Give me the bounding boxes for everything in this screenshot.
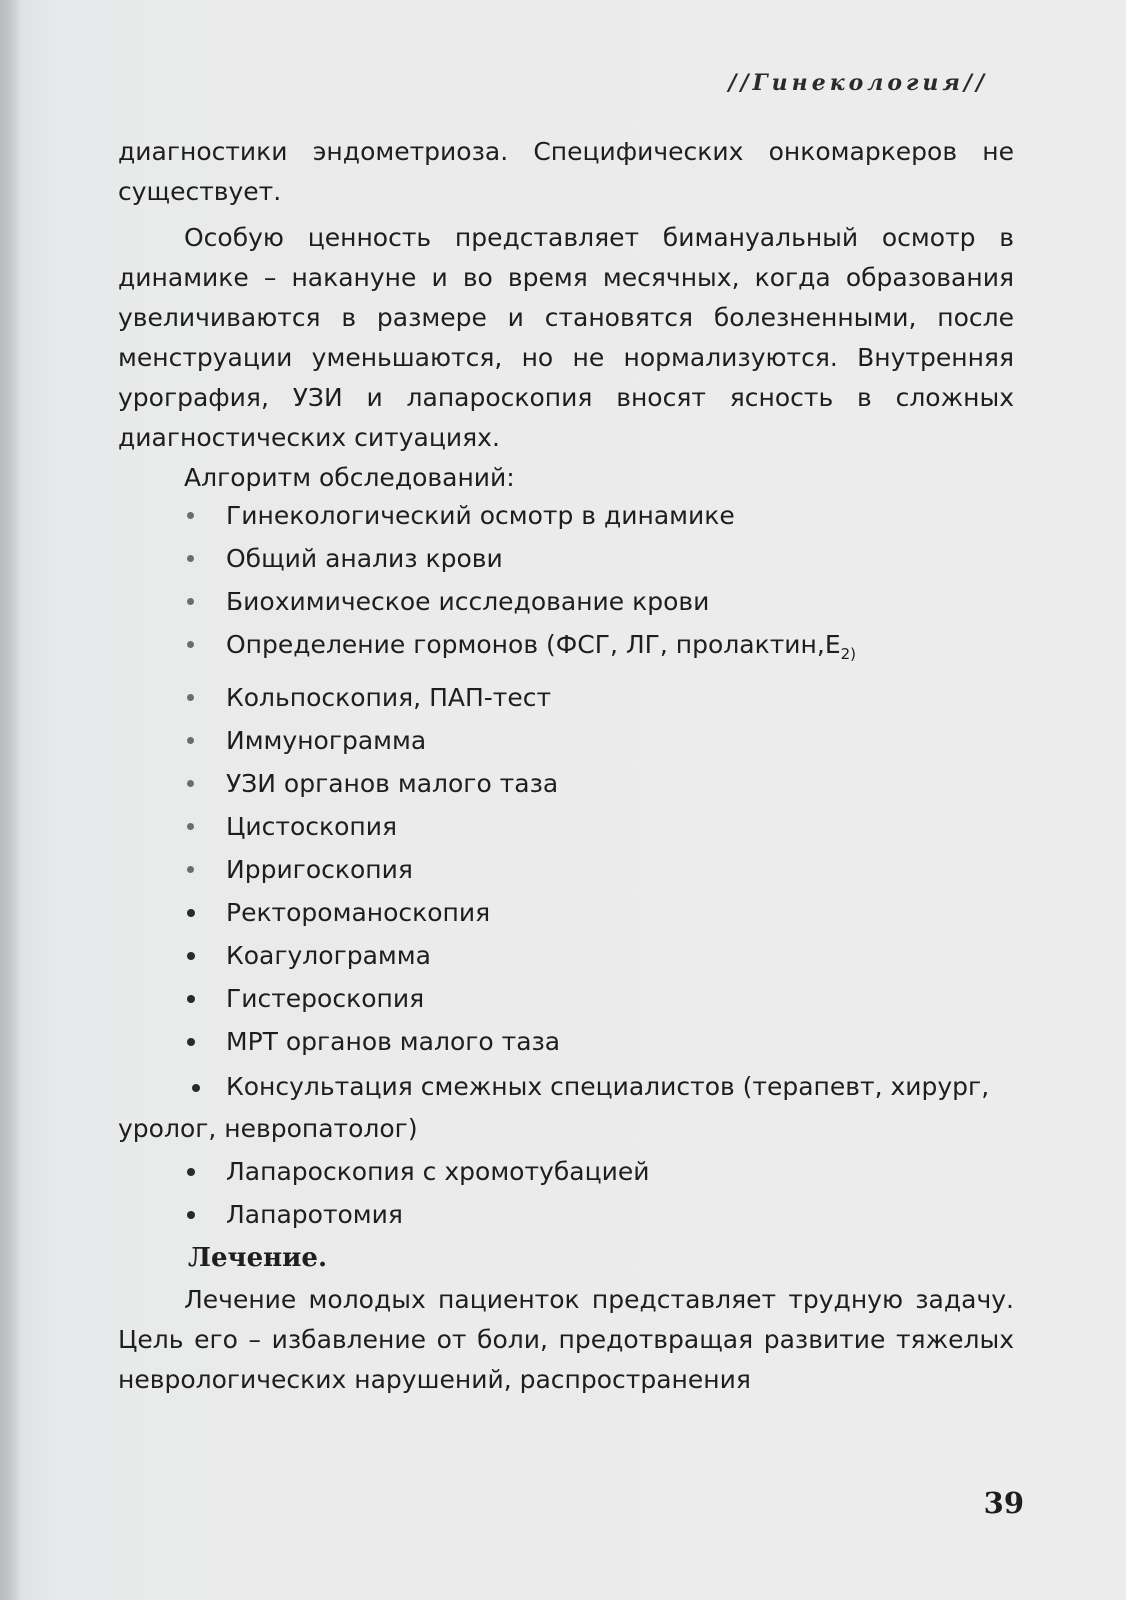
list-item: Общий анализ крови <box>186 537 856 580</box>
bullet-icon <box>187 598 194 605</box>
hormone-subscript: 2) <box>840 645 857 663</box>
bullet-icon <box>187 641 194 648</box>
algorithm-intro: Алгоритм обследований: <box>184 463 515 492</box>
list-item: Цистоскопия <box>186 805 856 848</box>
bullet-icon <box>187 512 194 519</box>
paragraph-1: диагностики эндометриоза. Специфических онкомаркеров не существует. <box>118 137 1014 206</box>
list-item: Кольпоскопия, ПАП-тест <box>186 676 856 719</box>
bullet-icon <box>187 866 194 873</box>
list-item: УЗИ органов малого таза <box>186 762 856 805</box>
list-item: МРТ органов малого таза <box>186 1020 856 1063</box>
algorithm-list-tail <box>186 1150 649 1236</box>
bullet-icon <box>187 737 194 744</box>
bullet-icon <box>187 555 194 562</box>
treatment-paragraph: Лечение молодых пациенток представляет трудную задачу. Цель его – избавление от боли, предотвращая развитие тяжелых неврологических нарушений, распространения <box>118 1285 1014 1394</box>
bullet-icon <box>187 780 194 787</box>
algorithm-list <box>186 494 856 1063</box>
bullet-icon <box>187 1038 195 1046</box>
list-item: Определение гормонов (ФСГ, ЛГ, $пролактин,Е_{2)}$ <box>186 623 856 676</box>
bullet-icon <box>192 1084 200 1092</box>
intro-text <box>118 132 1014 498</box>
bullet-icon <box>187 995 195 1003</box>
page-number: 39 <box>983 1486 1024 1520</box>
list-item: Коагулограмма <box>186 934 856 977</box>
list-item: Гистероскопия <box>186 977 856 1020</box>
bullet-icon <box>187 1168 195 1176</box>
paragraph-2: Особую ценность представляет бимануальный осмотр в динамике – накануне и во время месячных, когда образования увеличиваются в размере и становятся болезненными, после менструации уменьшаются, но не нормализуются. Внутренняя урография, УЗИ и лапароскопия вносят ясность в сложных диагностических ситуациях. <box>118 223 1014 452</box>
bullet-icon <box>187 952 195 960</box>
list-item: Лапароскопия с хромотубацией <box>186 1150 649 1193</box>
page-gutter-shadow <box>0 0 22 1600</box>
list-item-consultation: Консультация смежных специалистов (терапевт, хирург, уролог, невропатолог) <box>118 1072 990 1143</box>
list-item: Гинекологический осмотр в динамике <box>186 494 856 537</box>
list-item: Иммунограмма <box>186 719 856 762</box>
running-header: //Гинекология// <box>728 70 988 96</box>
bullet-icon <box>187 909 195 917</box>
list-item: Ирригоскопия <box>186 848 856 891</box>
bullet-icon <box>187 823 194 830</box>
list-item: Ректороманоскопия <box>186 891 856 934</box>
list-item: Биохимическое исследование крови <box>186 580 856 623</box>
bullet-icon <box>187 1211 195 1219</box>
list-item: Лапаротомия <box>186 1193 649 1236</box>
bullet-icon <box>187 694 194 701</box>
treatment-heading: Лечение. <box>188 1243 328 1273</box>
treatment-text-block <box>118 1280 1014 1400</box>
